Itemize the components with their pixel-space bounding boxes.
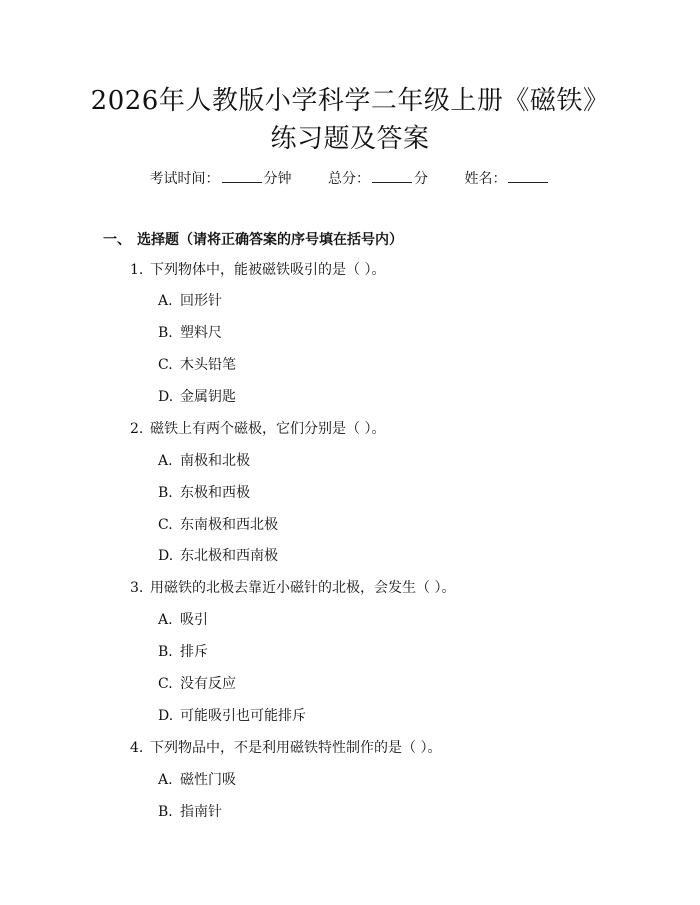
document-title-line-1: 2026年人教版小学科学二年级上册《磁铁》	[90, 86, 610, 116]
question-2	[130, 419, 385, 439]
exam-time-label: 考试时间：	[149, 171, 220, 187]
question-3-option-a	[158, 610, 208, 630]
option-text: 吸引	[180, 612, 208, 628]
name-blank[interactable]	[508, 168, 548, 183]
option-text: 南极和北极	[180, 453, 250, 469]
option-letter: A.	[158, 612, 173, 628]
option-letter: B.	[158, 644, 173, 660]
name-label: 姓名：	[464, 171, 507, 187]
exam-time-unit: 分钟	[263, 171, 292, 187]
section-number: 一、	[103, 232, 131, 248]
option-letter: B.	[158, 485, 173, 501]
exam-info-row	[0, 168, 700, 189]
name-field	[464, 168, 550, 189]
question-2-option-a	[158, 451, 250, 471]
question-2-option-b	[158, 483, 250, 503]
total-score-label: 总分：	[328, 171, 370, 187]
question-2-option-d	[158, 546, 278, 566]
total-score-blank[interactable]	[372, 168, 412, 183]
option-text: 排斥	[180, 644, 208, 660]
option-text: 磁性门吸	[180, 772, 236, 788]
option-letter: D.	[158, 548, 174, 564]
question-number: 3.	[130, 580, 144, 596]
question-4	[130, 738, 441, 758]
option-text: 指南针	[180, 804, 222, 820]
option-letter: A.	[158, 293, 173, 309]
option-letter: A.	[158, 772, 173, 788]
question-4-option-a	[158, 770, 236, 790]
option-letter: D.	[158, 708, 174, 724]
option-letter: B.	[158, 804, 173, 820]
question-text: 下列物品中，不是利用磁铁特性制作的是（ ）。	[150, 740, 442, 756]
option-text: 东极和西极	[180, 485, 250, 501]
question-3	[130, 578, 455, 598]
question-number: 2.	[130, 421, 144, 437]
option-letter: A.	[158, 453, 173, 469]
option-text: 回形针	[180, 293, 222, 309]
question-1-option-d	[158, 387, 236, 407]
option-letter: B.	[158, 325, 173, 341]
option-text: 没有反应	[180, 676, 236, 692]
total-score-field	[328, 168, 428, 189]
question-1-option-b	[158, 323, 222, 343]
question-text: 磁铁上有两个磁极，它们分别是（ ）。	[150, 421, 386, 437]
exam-time-field	[150, 168, 292, 189]
section-title: 选择题（请将正确答案的序号填在括号内）	[137, 232, 403, 248]
option-text: 东北极和西南极	[180, 548, 278, 564]
question-number: 4.	[130, 740, 144, 756]
question-text: 用磁铁的北极去靠近小磁针的北极，会发生（ ）。	[150, 580, 456, 596]
option-letter: C.	[158, 676, 173, 692]
question-3-option-d	[158, 706, 306, 726]
question-4-option-b	[158, 802, 222, 822]
question-3-option-b	[158, 642, 208, 662]
option-text: 木头铅笔	[180, 357, 236, 373]
option-text: 金属钥匙	[180, 389, 236, 405]
option-text: 东南极和西北极	[180, 517, 278, 533]
question-text: 下列物体中，能被磁铁吸引的是（ ）。	[150, 262, 386, 278]
option-letter: D.	[158, 389, 174, 405]
document-title-line-2: 练习题及答案	[270, 124, 430, 154]
option-letter: C.	[158, 517, 173, 533]
question-2-option-c	[158, 515, 278, 535]
exam-time-blank[interactable]	[222, 168, 262, 183]
option-letter: C.	[158, 357, 173, 373]
total-score-unit: 分	[414, 171, 428, 187]
option-text: 可能吸引也可能排斥	[180, 708, 306, 724]
section-heading-multiple-choice	[103, 230, 403, 250]
question-number: 1.	[130, 262, 144, 278]
question-3-option-c	[158, 674, 236, 694]
question-1-option-a	[158, 291, 222, 311]
option-text: 塑料尺	[180, 325, 222, 341]
question-1	[130, 260, 385, 280]
question-1-option-c	[158, 355, 236, 375]
